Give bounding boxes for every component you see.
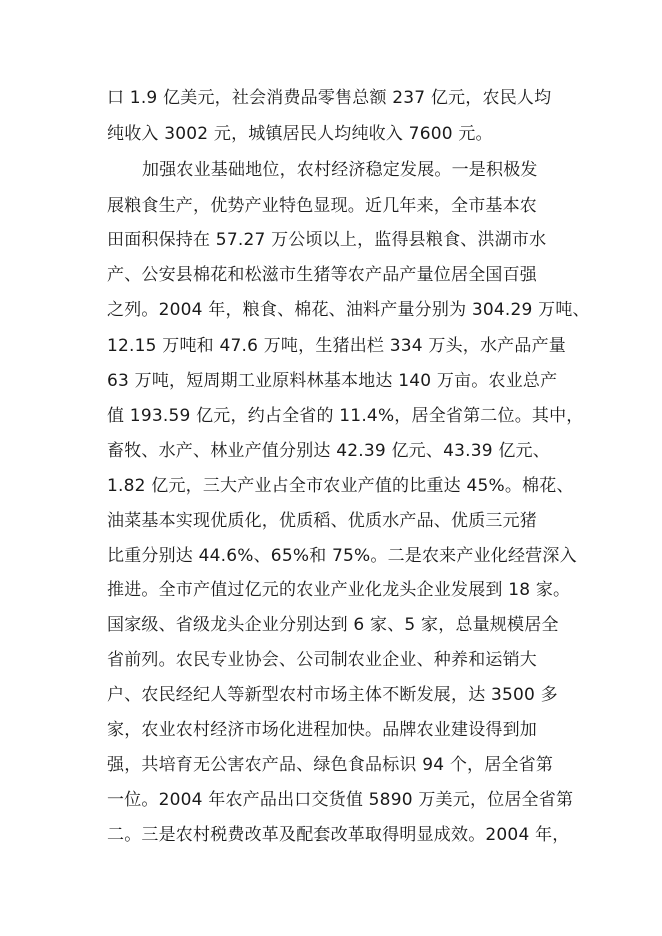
text-line-16: 国家级、省级龙头企业分别达到 6 家、5 家，总量规模居全 [107,615,559,635]
text-line-4: 展粮食生产，优势产业特色显现。近几年来，全市基本农 [107,196,537,216]
text-line-7: 之列。2004 年，粮食、棉花、油料产量分别为 304.29 万吨、 [107,300,590,320]
text-line-18: 户、农民经纪人等新型农村市场主体不断发展，达 3500 多 [107,685,558,705]
text-line-13: 油菜基本实现优质化，优质稻、优质水产品、优质三元猪 [107,511,537,531]
text-line-22: 二。三是农村税费改革及配套改革取得明显成效。2004 年， [107,825,570,845]
text-line-20: 强，共培育无公害农产品、绿色食品标识 94 个，居全省第 [107,755,554,775]
text-line-5: 田面积保持在 57.27 万公顷以上，监得县粮食、洪湖市水 [107,230,547,250]
text-line-6: 产、公安县棉花和松滋市生猪等农产品产量位居全国百强 [107,265,537,285]
text-line-2: 纯收入 3002 元，城镇居民人均纯收入 7600 元。 [107,124,493,144]
text-line-17: 省前列。农民专业协会、公司制农业企业、种养和运销大 [107,650,537,670]
text-line-19: 家，农业农村经济市场化进程加快。品牌农业建设得到加 [107,720,537,740]
text-line-3: 加强农业基础地位，农村经济稳定发展。一是积极发 [142,160,538,180]
text-line-15: 推进。全市产值过亿元的农业产业化龙头企业发展到 18 家。 [107,580,571,600]
text-line-12: 1.82 亿元，三大产业占全市农业产值的比重达 45%。棉花、 [107,476,574,496]
text-line-10: 值 193.59 亿元，约占全省的 11.4%，居全省第二位。其中， [107,406,584,426]
text-line-21: 一位。2004 年农产品出口交货值 5890 万美元，位居全省第 [107,790,574,810]
text-line-9: 63 万吨，短周期工业原料林基本地达 140 万亩。农业总产 [107,371,558,391]
text-line-1: 口 1.9 亿美元，社会消费品零售总额 237 亿元，农民人均 [107,88,552,108]
text-line-11: 畜牧、水产、林业产值分别达 42.39 亿元、43.39 亿元、 [107,441,550,461]
text-line-14: 比重分别达 44.6%、65%和 75%。二是农来产业化经营深入 [107,546,577,566]
text-line-8: 12.15 万吨和 47.6 万吨，生猪出栏 334 万头，水产品产量 [107,336,566,356]
